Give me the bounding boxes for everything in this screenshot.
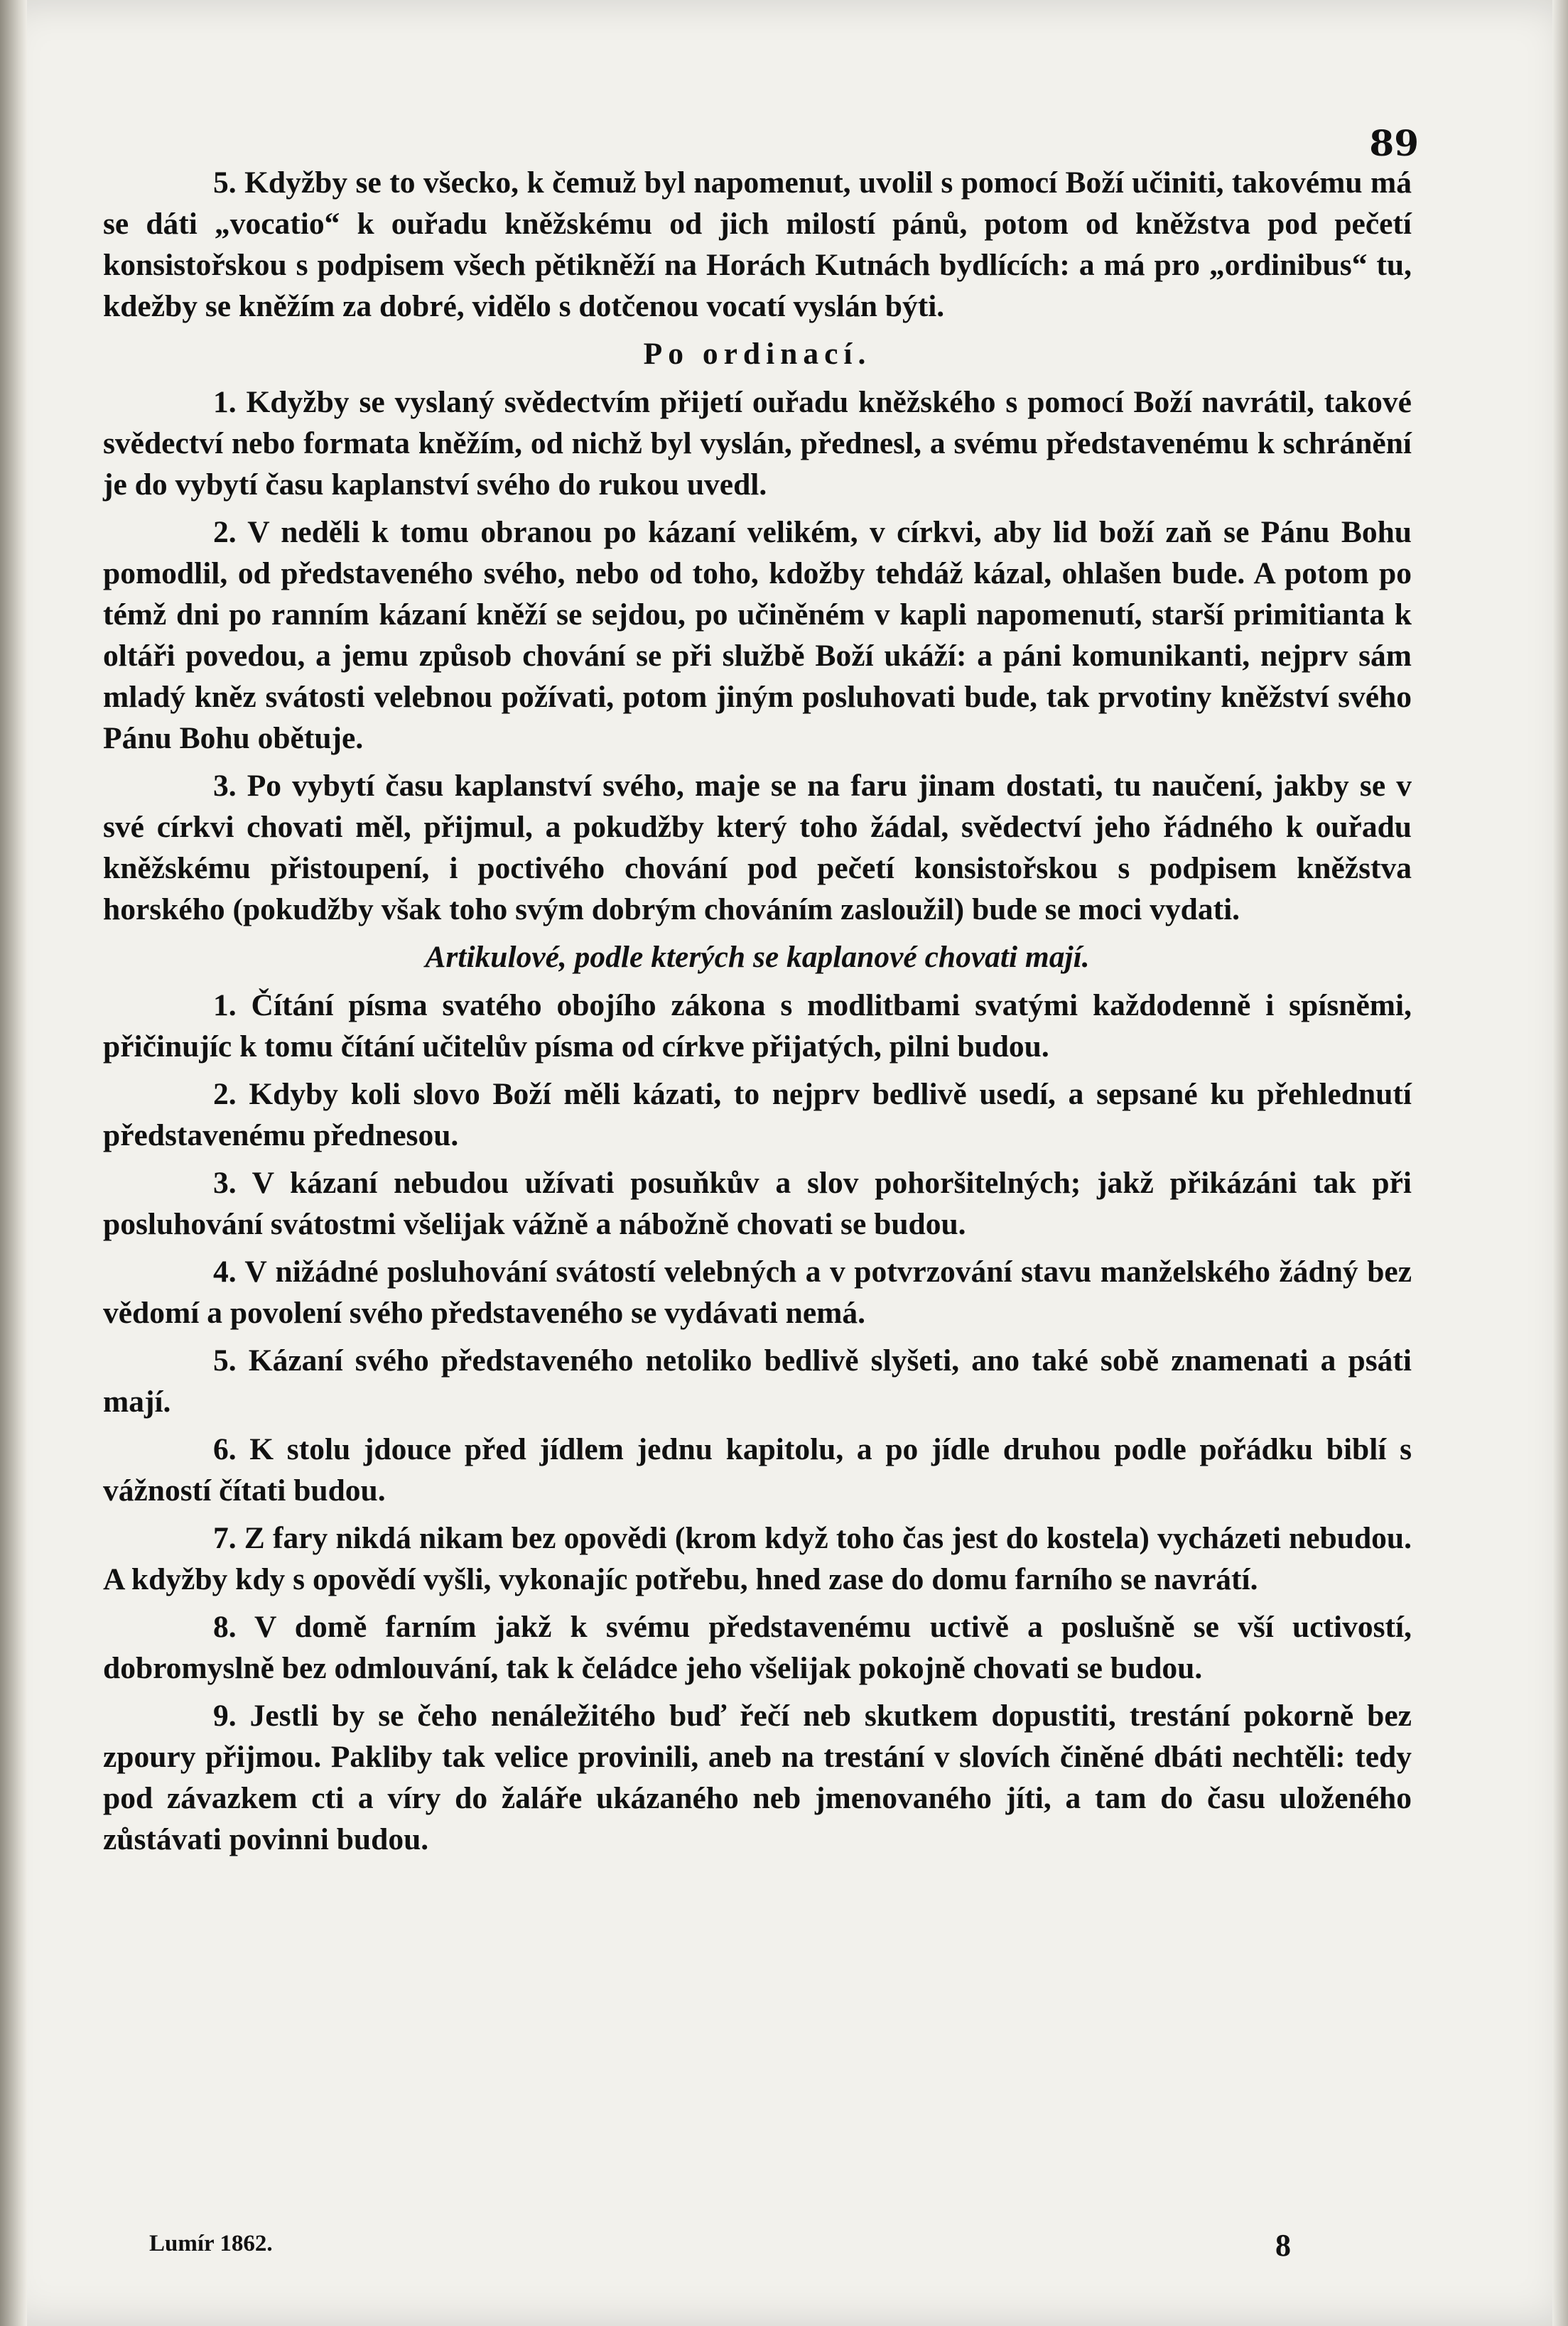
page-number: 89 bbox=[1369, 122, 1419, 164]
artikul-1: 1. Čítání písma svatého obojího zákona s modlitbami svatými každodenně i spísněmi, přičinujíc k tomu čítání učitelův písma od církve přijatých, pilni budou. bbox=[103, 988, 1412, 1064]
section-heading-ordinaci: Po ordinací. bbox=[643, 337, 872, 371]
page-outer-edge bbox=[1552, 0, 1568, 2326]
section-heading-artikulove: Artikulové, podle kterých se kaplanové chovati mají. bbox=[425, 940, 1090, 974]
ordinaci-paragraph-2: 2. V neděli k tomu obranou po kázaní velikém, v církvi, aby lid boží zaň se Pánu Bohu pomodlil, od představeného svého, nebo od toho, kdožby tehdáž kázal, ohlašen bude. A potom po témž dni po ranním kázaní kněží se sejdou, po učiněném v kapli napomenutí, starší primitianta k oltáři povedou, a jemu způsob chování se při službě Boží ukáží: a páni komunikanti, nejprv sám mladý kněz svátosti velebnou požívati, potom jiným posluhovati bude, tak prvotiny kněžství svého Pánu Bohu obětuje. bbox=[103, 515, 1412, 755]
artikul-9: 9. Jestli by se čeho nenáležitého buď řečí neb skutkem dopustiti, trestání pokorně bez zpoury přijmou. Pakliby tak velice provinili, aneb na trestání v slovích činěné dbáti nechtěli: tedy pod závazkem cti a víry do žaláře ukázaného neb jmenovaného jíti, a tam do času uloženého zůstávati povinni budou. bbox=[103, 1699, 1412, 1856]
ordinaci-paragraph-3: 3. Po vybytí času kaplanství svého, maje se na faru jinam dostati, tu naučení, jakby se v své církvi chovati měl, přijmul, a pokudžby který toho žádal, svědectví jeho řádného k ouřadu kněžskému přistoupení, i poctivého chování pod pečetí konsistořskou s podpisem kněžstva horského (pokudžby však toho svým dobrým chováním zasloužil) bude se moci vydati. bbox=[103, 769, 1412, 926]
artikul-7: 7. Z fary nikdá nikam bez opovědi (krom když toho čas jest do kostela) vycházeti nebudou. A kdyžby kdy s opovědí vyšli, vykonajíc potřebu, hned zase do domu farního se navrátí. bbox=[103, 1521, 1412, 1596]
page-body bbox=[103, 162, 1412, 1866]
artikul-4: 4. V nižádné posluhování svátostí velebných a v potvrzování stavu manželského žádný bez vědomí a povolení svého představeného se vydávati nemá. bbox=[103, 1255, 1412, 1330]
artikul-8: 8. V domě farním jakž k svému představenému uctivě a poslušně se vší uctivostí, dobromyslně bez odmlouvání, tak k čeládce jeho všelijak pokojně chovati se budou. bbox=[103, 1610, 1412, 1685]
artikul-3: 3. V kázaní nebudou užívati posuňkův a slov pohoršitelných; jakž přikázáni tak při posluhování svátostmi všelijak vážně a nábožně chovati se budou. bbox=[103, 1166, 1412, 1241]
artikul-6: 6. K stolu jdouce před jídlem jednu kapitolu, a po jídle druhou podle pořádku biblí s vážností čítati budou. bbox=[103, 1432, 1412, 1508]
page-binding-edge bbox=[0, 0, 27, 2326]
artikul-2: 2. Kdyby koli slovo Boží měli kázati, to nejprv bedlivě usedí, a sepsané ku přehlednutí představenému přednesou. bbox=[103, 1077, 1412, 1152]
artikul-5: 5. Kázaní svého představeného netoliko bedlivě slyšeti, ano také sobě znamenati a psáti mají. bbox=[103, 1343, 1412, 1419]
paragraph-5: 5. Kdyžby se to všecko, k čemuž byl napomenut, uvolil s pomocí Boží učiniti, takovému má se dáti „vocatio“ k ouřadu kněžskému od jich milostí pánů, potom od kněžstva pod pečetí konsistořskou s podpisem všech pětikněží na Horách Kutnách bydlících: a má pro „ordinibus“ tu, kdežby se kněžím za dobré, vidělo s dotčenou vocatí vyslán býti. bbox=[103, 166, 1412, 323]
footer-signature-mark: 8 bbox=[1275, 2228, 1291, 2263]
ordinaci-paragraph-1: 1. Kdyžby se vyslaný svědectvím přijetí ouřadu kněžského s pomocí Boží navrátil, takové svědectví nebo formata kněžím, od nichž byl vyslán, přednesl, a svému představenému k schránění je do vybytí času kaplanství svého do rukou uvedl. bbox=[103, 385, 1412, 502]
footer-source: Lumír 1862. bbox=[149, 2231, 273, 2256]
